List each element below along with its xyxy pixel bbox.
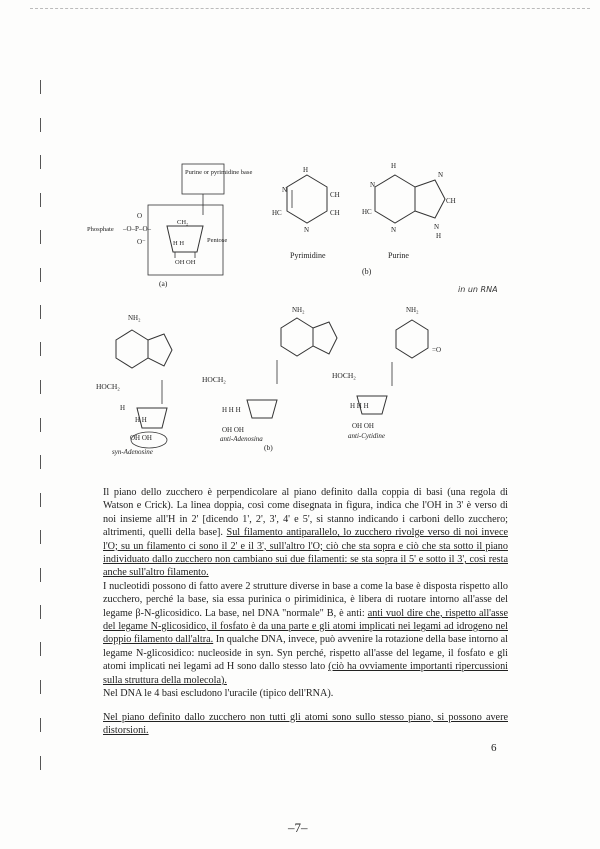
paragraph-2: I nucleotidi possono di fatto avere 2 strutture diverse in base a come la base è disposta rispetto allo zucchero, perché la base, sia essa purinica o pirimidinica, è libera di ruotare intorno all'asse del legame β-N-glicosidico. La base, nel DNA "normale" B, è anti: anti vuol dire che, rispetto all'asse del legame N-glicosidico, il fosfato è da una parte e gli atomi implicati nei legami ad idrogeno nel doppio filamento dall'altra. In qualche DNA, invece, può avvenire la rotazione della base intorno al legame N-glicosidico: nucleoside in syn. Syn perché, rispetto all'asse del legame, il fosfato e gli atomi implicati nei legami ad H sono dallo stesso lato (ciò ha ovviamente importanti ripercussioni sulla struttura della molecola). [103,580,508,686]
anti-cytidine-label: anti-Cytidine [348,432,385,440]
svg-text:OH OH: OH OH [175,259,196,266]
svg-text:CH₂: CH₂ [177,219,189,226]
handwritten-note: in un RNA [458,285,498,294]
svg-text:HC: HC [272,209,282,217]
svg-text:N: N [391,226,397,234]
svg-text:–O–P–O–: –O–P–O– [123,225,152,233]
svg-text:HOCH₂: HOCH₂ [96,382,120,391]
paragraph-1: Il piano dello zucchero è perpendicolare al piano definito dalla coppia di basi (una regola di Watson e Crick). La linea doppia, così come disegnata in figura, indica che l'OH in 3' è verso di noi insieme all'H in 2' [dicendo 1', 2', 3', 4' e 5', si stanno indicando i carboni dello zucchero; altrimenti, quelli della base]. Sul filamento antiparallelo, lo zucchero rivolge verso di noi invece l'O; su un filamento ci sono il 2' e il 3', sull'altro l'O; ciò che sta sopra e ciò che sta sotto il piano individuato dallo zucchero non cambiano sui due filamenti: se sta sopra il 5' e sotto il 3', così resta anche sull'altro filamento. [103,487,508,579]
svg-text:N: N [370,181,376,189]
pyrimidine-label: Pyrimidine [290,251,326,260]
svg-text:HOCH₂: HOCH₂ [202,375,226,384]
base-box-label: Purine or pyrimidine base [185,169,253,176]
pentose-label: Pentose [207,237,228,244]
svg-text:OH OH: OH OH [222,426,244,434]
figure-nucleosides [92,300,482,460]
svg-text:O: O [137,212,143,220]
paragraph-3: Nel DNA le 4 basi escludono l'uracile (tipico dell'RNA). [103,688,334,700]
anti-adenosine-structure [202,306,337,452]
figure-a-label: (a) [159,279,168,288]
svg-text:H H: H H [173,240,185,247]
phosphate-label: Phosphate [87,226,114,233]
purine-label: Purine [388,251,409,260]
svg-text:CH: CH [330,191,340,199]
anti-adenosine-label: anti-Adenosina [220,435,263,443]
svg-text:H H H: H H H [350,402,369,410]
svg-text:N: N [282,186,288,194]
svg-text:HOCH₂: HOCH₂ [332,371,356,380]
svg-text:H: H [391,162,397,170]
figure-a-nucleotide [85,160,253,295]
svg-text:NH₂: NH₂ [406,306,419,314]
paragraph-1-underlined: Sul filamento antiparallelo, lo zucchero rivolge verso di noi invece l'O; su un filamento ci sono il 2' e il 3', sull'altro l'O; ciò che sta sopra e ciò che sta sotto il piano individuato dallo zucchero non cambiano sui due filamenti: se sta sopra il 5' e sotto il 3', così resta anche sull'altro filamento. [103,527,508,579]
svg-text:N: N [434,223,440,231]
footer-number: –7– [288,820,308,835]
body-text [103,486,508,737]
syn-adenosine-structure [96,314,172,456]
figure-b-label: (b) [362,267,372,276]
svg-text:N: N [304,226,310,234]
nucleosides-figure-label: (b) [264,443,273,452]
scan-edge-line [30,8,590,9]
anti-cytidine-structure [332,306,441,440]
svg-text:H: H [120,404,126,412]
svg-text:O⁻: O⁻ [137,238,146,246]
svg-text:H H H: H H H [222,406,241,414]
svg-text:N: N [438,171,444,179]
svg-text:OH OH: OH OH [352,422,374,430]
svg-text:CH: CH [330,209,340,217]
svg-text:CH: CH [446,197,456,205]
svg-text:=O: =O [432,346,442,354]
paragraph-4: Nel piano definito dallo zucchero non tutti gli atomi sono sullo stesso piano, si possono avere distorsioni. [103,711,508,736]
page-number: 6 [491,742,497,754]
binder-margin-marks [40,70,54,770]
svg-text:HC: HC [362,208,372,216]
figure-b-rings [270,150,498,294]
svg-text:NH₂: NH₂ [292,306,305,314]
svg-text:H: H [303,166,309,174]
svg-text:H: H [436,232,442,240]
syn-adenosine-label: syn-Adenosine [112,448,153,456]
svg-text:NH₂: NH₂ [128,314,141,322]
svg-text:H H: H H [135,416,147,424]
svg-text:OH OH: OH OH [130,434,152,442]
